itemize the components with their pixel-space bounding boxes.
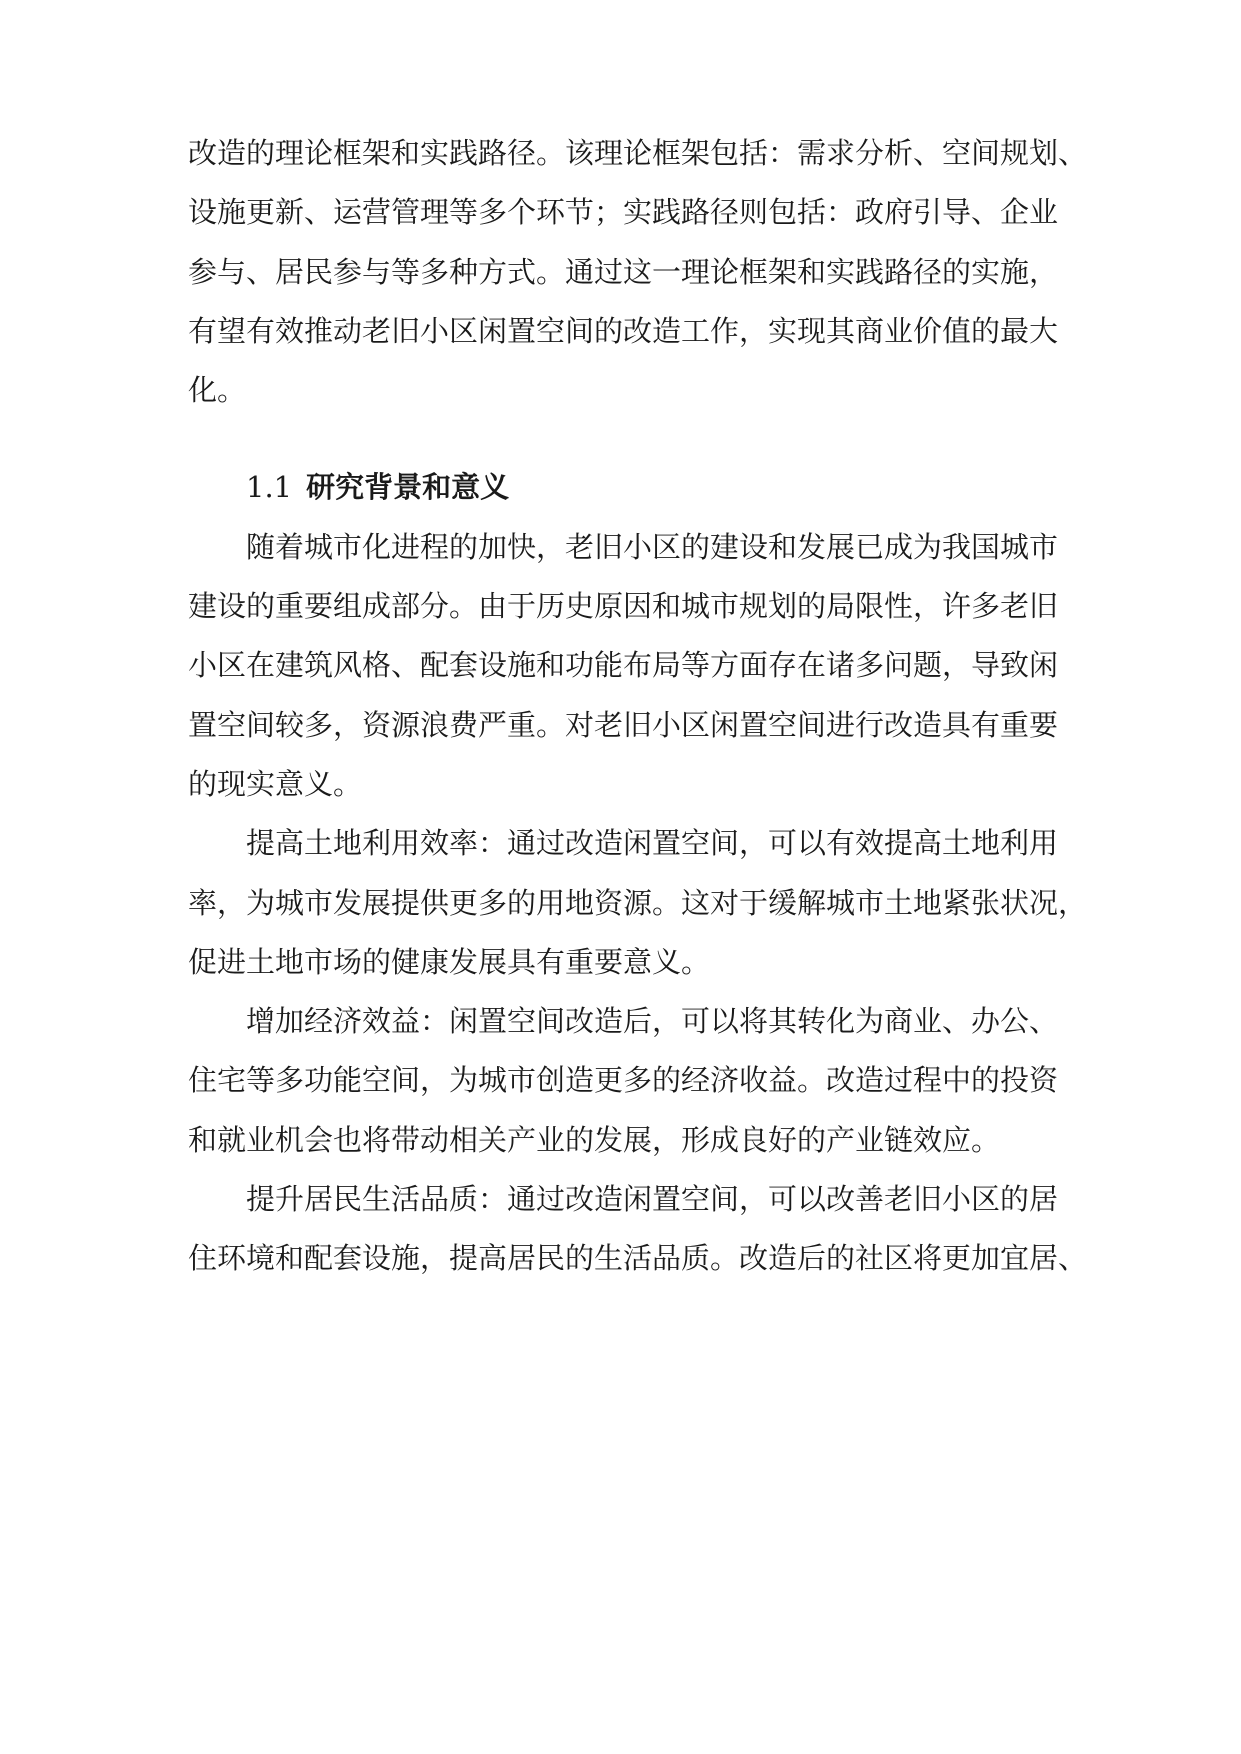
spacer xyxy=(188,420,1054,458)
text-line: 增加经济效益：闲置空间改造后，可以将其转化为商业、办公、 xyxy=(246,1004,1059,1039)
text-line: 设施更新、运营管理等多个环节；实践路径则包括：政府引导、企业 xyxy=(188,195,1059,230)
text-line: 和就业机会也将带动相关产业的发展，形成良好的产业链效应。 xyxy=(188,1122,1001,1157)
paragraph-living-quality xyxy=(188,1170,1088,1289)
text-line: 住环境和配套设施，提高居民的生活品质。改造后的社区将更加宜居、 xyxy=(188,1241,1088,1276)
paragraph-land-efficiency xyxy=(188,814,1088,992)
text-line: 改造的理论框架和实践路径。该理论框架包括：需求分析、空间规划、 xyxy=(188,136,1088,170)
section-number: 1.1 xyxy=(246,470,293,505)
text-line: 率，为城市发展提供更多的用地资源。这对于缓解城市土地紧张状况， xyxy=(188,885,1088,920)
text-line: 住宅等多功能空间，为城市创造更多的经济收益。改造过程中的投资 xyxy=(188,1063,1059,1098)
text-line: 促进土地市场的健康发展具有重要意义。 xyxy=(188,944,711,979)
text-line: 建设的重要组成部分。由于历史原因和城市规划的局限性，许多老旧 xyxy=(188,589,1059,624)
text-line: 化。 xyxy=(188,373,247,408)
text-line: 随着城市化进程的加快，老旧小区的建设和发展已成为我国城市 xyxy=(246,529,1059,564)
intro-paragraph xyxy=(188,124,1088,420)
section-heading xyxy=(188,458,1054,517)
text-line: 置空间较多，资源浪费严重。对老旧小区闲置空间进行改造具有重要 xyxy=(188,707,1059,742)
text-line: 提升居民生活品质：通过改造闲置空间，可以改善老旧小区的居 xyxy=(246,1182,1059,1217)
paragraph-economic-benefit xyxy=(188,992,1059,1170)
section-title: 研究背景和意义 xyxy=(306,470,510,505)
paragraph-background xyxy=(188,518,1059,814)
text-line: 小区在建筑风格、配套设施和功能布局等方面存在诸多问题，导致闲 xyxy=(188,648,1059,683)
text-line: 的现实意义。 xyxy=(188,766,363,801)
text-line: 提高土地利用效率：通过改造闲置空间，可以有效提高土地利用 xyxy=(246,826,1059,861)
document-page xyxy=(188,124,1088,1289)
text-line: 参与、居民参与等多种方式。通过这一理论框架和实践路径的实施， xyxy=(188,254,1059,289)
text-line: 有望有效推动老旧小区闲置空间的改造工作，实现其商业价值的最大 xyxy=(188,313,1059,348)
